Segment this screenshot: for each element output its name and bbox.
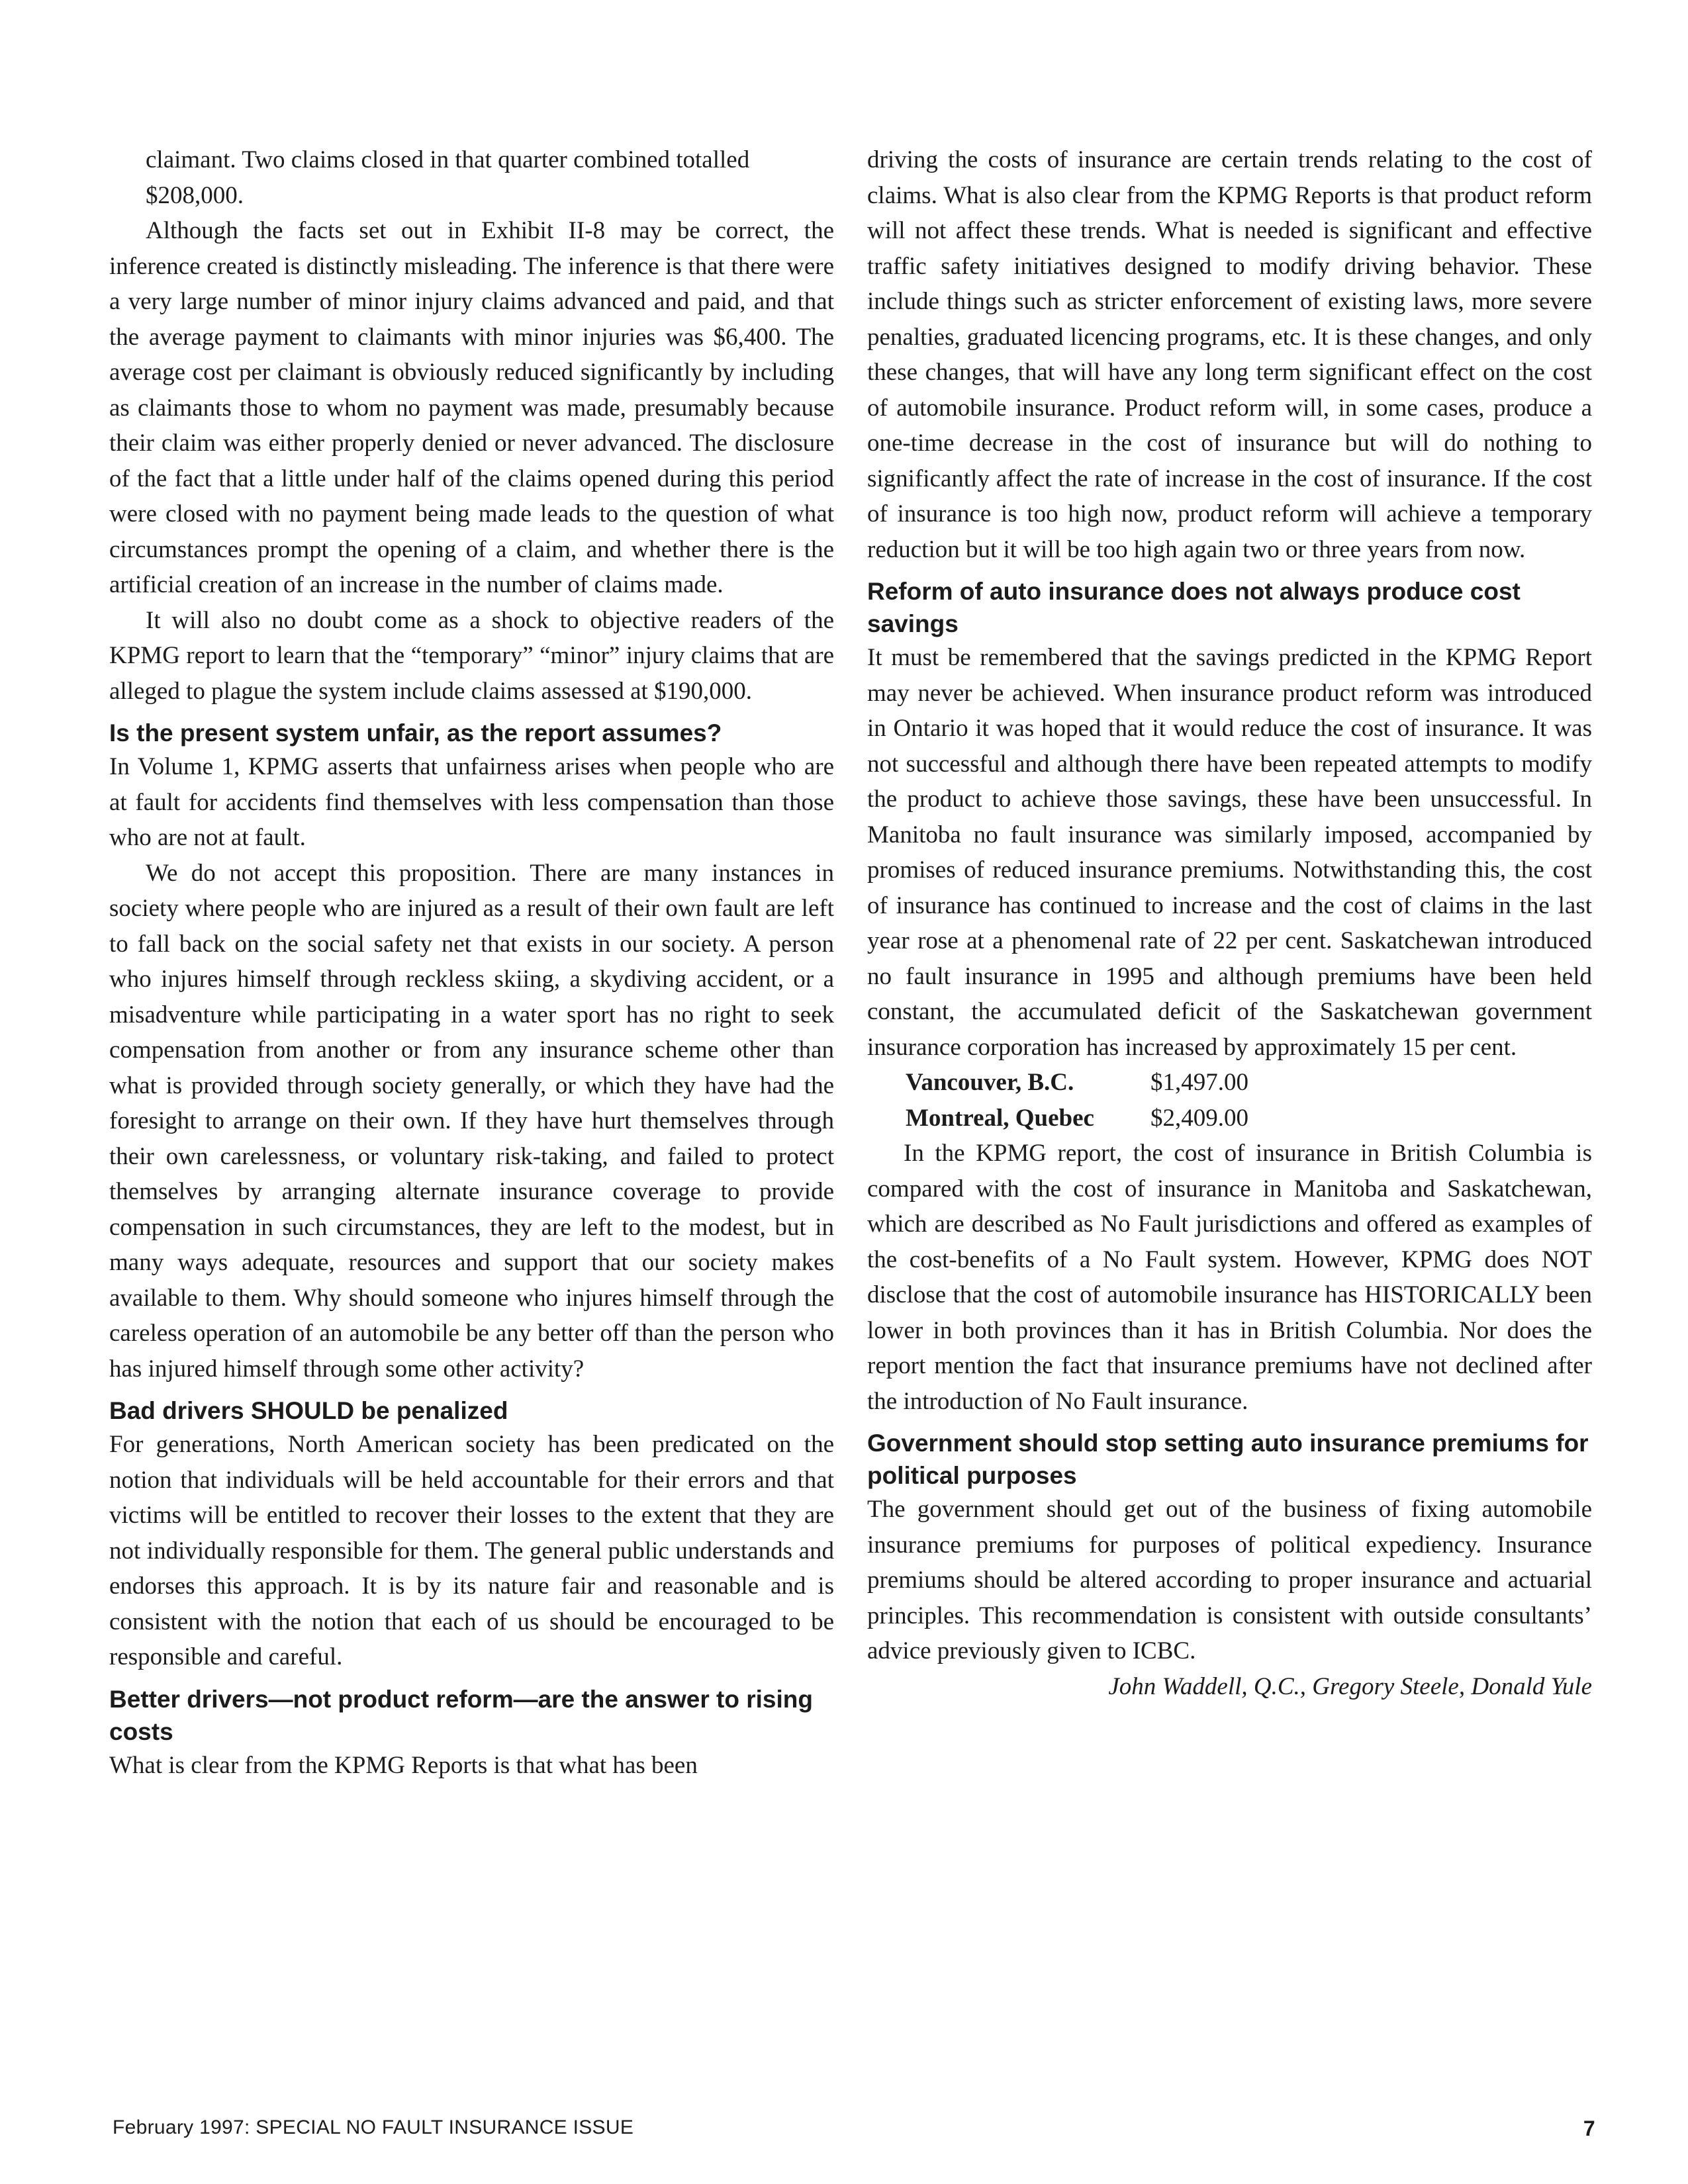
issue-label: February 1997: SPECIAL NO FAULT INSURANCE ISSUE xyxy=(113,2116,634,2138)
paragraph-proposition: We do not accept this proposition. There are many instances in society where people who are injured as a result of their own fault are left to fall back on the social safety net that exists in our society. A person who injures himself through reckless skiing, a skydiving accident, or a misadventure while participating in a water sport has no right to seek compensation from another or from any insurance scheme other than what is provided through society generally, or which they have had the foresight to arrange on their own. If they have hurt themselves through their own carelessness, or voluntary risk-taking, and failed to protect themselves by arranging alternate insurance coverage to provide compensation in such circumstances, they are left to the modest, but in many ways adequate, resources and support that our society makes available to them. Why should someone who injures himself through the careless operation of an automobile be any better off than the person who has injured himself through some other activity? xyxy=(109,859,834,1383)
right-column xyxy=(867,142,1592,1704)
paragraph-kpmg-comparison: In the KPMG report, the cost of insurance in British Columbia is compared with the cost of insurance in Manitoba and Saskatchewan, which are described as No Fault jurisdictions and offered as examples of the cost-benefits of a No Fault system. However, KPMG does NOT disclose that the cost of automobile insurance has HISTORICALLY been lower in both provinces than it has in British Columbia. Nor does the report mention the fact that insurance premiums have not declined after the introduction of No Fault insurance. xyxy=(867,1140,1592,1415)
paragraph-claimant: claimant. Two claims closed in that quarter combined totalled $208,000. xyxy=(146,146,750,209)
page-number: 7 xyxy=(1583,2116,1595,2140)
heading-bad-drivers: Bad drivers SHOULD be penalized xyxy=(109,1397,508,1424)
paragraph-volume1: In Volume 1, KPMG asserts that unfairness arises when people who are at fault for accidents find themselves with less compensation than those who are not at fault. xyxy=(109,753,834,851)
price-city: Vancouver, B.C. xyxy=(906,1069,1074,1096)
paragraph-generations: For generations, North American society has been predicated on the notion that individuals will be held accountable for their errors and that victims will be entitled to recover their losses to the extent that they are not individually responsible for them. The general public understands and endorses this approach. It is by its nature fair and reasonable and is consistent with the notion that each of us should be encouraged to be responsible and careful. xyxy=(109,1431,834,1670)
price-row xyxy=(867,1065,1592,1101)
price-value: $1,497.00 xyxy=(1150,1069,1248,1096)
price-row xyxy=(867,1101,1592,1136)
heading-better-drivers: Better drivers—not product reform—are the answer to rising costs xyxy=(109,1685,813,1745)
paragraph-savings: It must be remembered that the savings predicted in the KPMG Report may never be achieved. When insurance product reform was introduced in Ontario it was hoped that it would reduce the cost of insurance. It was not successful and although there have been repeated attempts to modify the product to achieve those savings, these have been unsuccessful. In Manitoba no fault insurance was similarly imposed, accompanied by promises of reduced insurance premiums. Notwithstanding this, the cost of insurance has continued to increase and the cost of claims in the last year rose at a phenomenal rate of 22 per cent. Saskatchewan introduced no fault insurance in 1995 and although premiums have been held constant, the accumulated deficit of the Saskatchewan government insurance corporation has increased by approximately 15 per cent. xyxy=(867,644,1592,1061)
paragraph-what-is-clear: What is clear from the KPMG Reports is that what has been xyxy=(109,1751,698,1779)
left-column xyxy=(109,142,834,1783)
price-city: Montreal, Quebec xyxy=(906,1104,1094,1132)
author-signature: John Waddell, Q.C., Gregory Steele, Donald Yule xyxy=(1108,1672,1592,1700)
paragraph-driving-costs: driving the costs of insurance are certain trends relating to the cost of claims. What is also clear from the KPMG Reports is that product reform will not affect these trends. What is needed is significant and effective traffic safety initiatives designed to modify driving behavior. These include things such as stricter enforcement of existing laws, more severe penalties, graduated licencing programs, etc. It is these changes, and only these changes, that will have any long term significant effect on the cost of automobile insurance. Product reform will, in some cases, produce a one-time decrease in the cost of insurance but will do nothing to significantly affect the rate of increase in the cost of insurance. If the cost of insurance is too high now, product reform will achieve a temporary reduction but it will be too high again two or three years from now. xyxy=(867,146,1592,563)
heading-government: Government should stop setting auto insurance premiums for political purposes xyxy=(867,1430,1589,1489)
paragraph-shock: It will also no doubt come as a shock to objective readers of the KPMG report to learn that the “temporary” “minor” injury claims that are alleged to plague the system include claims assessed at $190,000. xyxy=(109,606,834,705)
paragraph-exhibit: Although the facts set out in Exhibit II-8 may be correct, the inference created is distinctly misleading. The inference is that there were a very large number of minor injury claims advanced and paid, and that the average payment to claimants with minor injuries was $6,400. The average cost per claimant is obviously reduced significantly by including as claimants those to whom no payment was made, presumably because their claim was either properly denied or never advanced. The disclosure of the fact that a little under half of the claims opened during this period were closed with no payment being made leads to the question of what circumstances prompt the opening of a claim, and whether there is the artificial creation of an increase in the number of claims made. xyxy=(109,217,834,598)
price-value: $2,409.00 xyxy=(1150,1104,1248,1132)
heading-unfair: Is the present system unfair, as the report assumes? xyxy=(109,719,722,747)
page-footer xyxy=(113,2116,1595,2141)
paragraph-government: The government should get out of the business of fixing automobile insurance premiums for purposes of political expediency. Insurance premiums should be altered according to proper insurance and actuarial principles. This recommendation is consistent with outside consultants’ advice previously given to ICBC. xyxy=(867,1496,1592,1664)
heading-reform: Reform of auto insurance does not always produce cost savings xyxy=(867,578,1521,637)
